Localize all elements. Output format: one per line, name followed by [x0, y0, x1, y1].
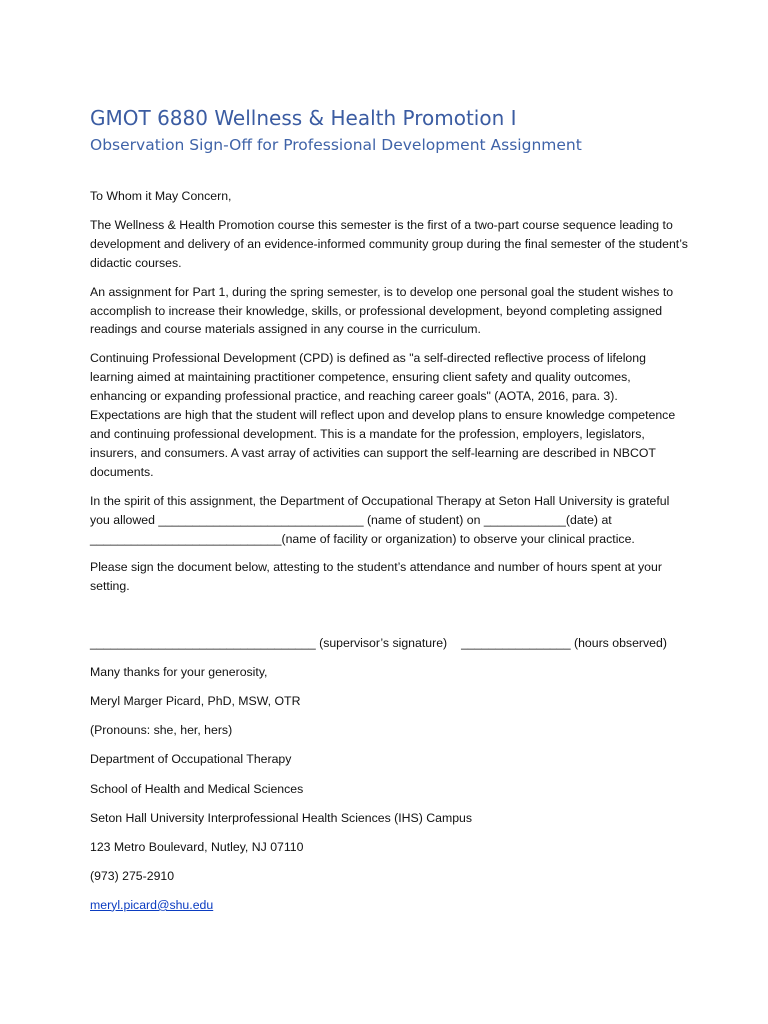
paragraph-course-intro: The Wellness & Health Promotion course this semester is the first of a two-part course sequence leading to development and delivery of an evidence-informed community group during the final semester of the student’s didactic courses. — [90, 217, 688, 270]
hours-observed-field[interactable]: ________________ (hours observed) — [461, 636, 667, 651]
contact-school: School of Health and Medical Sciences — [90, 781, 304, 796]
document-subtitle: Observation Sign-Off for Professional Development Assignment — [90, 136, 582, 154]
salutation: To Whom it May Concern, — [90, 189, 232, 203]
contact-campus: Seton Hall University Interprofessional Health Sciences (IHS) Campus — [90, 810, 473, 825]
contact-email-line — [90, 896, 688, 915]
contact-address: 123 Metro Boulevard, Nutley, NJ 07110 — [90, 839, 304, 854]
contact-email-link[interactable]: meryl.picard@shu.edu — [90, 897, 214, 912]
paragraph-acknowledgement: In the spirit of this assignment, the Department of Occupational Therapy at Seton Hall University is grateful you allowed ______________________________ (name of student) on ____________(date) at ____________________________(name of facility or organization) to observe your clinical practice. — [90, 493, 670, 546]
document-title: GMOT 6880 Wellness & Health Promotion I — [90, 106, 517, 130]
paragraph-cpd-definition: Continuing Professional Development (CPD) is defined as "a self-directed reflective process of lifelong learning aimed at maintaining practitioner competence, ensuring client safety and quality outcomes, enhancing or expanding professional practice, and reaching career goals" (AOTA, 2016, para. 3). Expectations are high that the student will reflect upon and develop plans to ensure knowledge competence and continuing professional development. This is a mandate for the profession, employers, legislators, insurers, and consumers. A vast array of activities can support the self-learning are described in NBCOT documents. — [90, 351, 676, 479]
supervisor-signature-field[interactable]: _________________________________ (supervisor’s signature) — [90, 636, 448, 651]
letter-body — [90, 187, 688, 925]
contact-pronouns: (Pronouns: she, her, hers) — [90, 723, 233, 738]
contact-department: Department of Occupational Therapy — [90, 752, 292, 767]
paragraph-assignment: An assignment for Part 1, during the spring semester, is to develop one personal goal the student wishes to accomplish to increase their knowledge, skills, or professional development, beyond completing assigned readings and course materials assigned in any course in the curriculum. — [90, 284, 674, 337]
contact-name: Meryl Marger Picard, PhD, MSW, OTR — [90, 694, 301, 709]
closing: Many thanks for your generosity, — [90, 665, 268, 680]
paragraph-sign-request: Please sign the document below, attesting to the student’s attendance and number of hours spent at your setting. — [90, 560, 662, 594]
signature-line — [90, 634, 688, 653]
contact-phone: (973) 275-2910 — [90, 868, 175, 883]
signature-block — [90, 663, 688, 915]
